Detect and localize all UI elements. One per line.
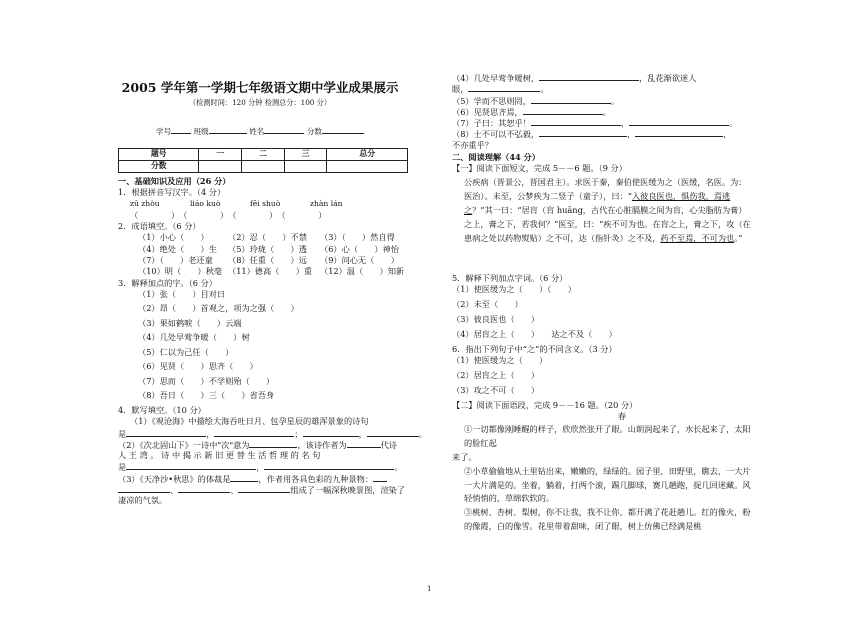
blank[interactable] xyxy=(230,473,258,482)
fenshu-label: 分数 xyxy=(306,127,322,136)
classical-passage xyxy=(452,175,752,273)
xingming-field[interactable] xyxy=(264,125,304,134)
section1-heading: 一、基础知识及应用（26 分） xyxy=(118,176,231,186)
blank[interactable] xyxy=(347,439,381,448)
blank[interactable] xyxy=(178,484,230,493)
blank[interactable] xyxy=(126,428,206,437)
fill-text: （7）子曰：其恕乎！ xyxy=(452,118,531,129)
blank[interactable] xyxy=(635,128,723,137)
essay-paragraph: 来了。 xyxy=(452,451,477,462)
passage-text: 公疾病（晋景公，晋国君主）。求医于秦，秦伯使医缓为之（医缓，名医。为：医治）。未至，公梦疾为二竖子（童子），曰：“ xyxy=(464,176,747,201)
q5-item[interactable]: （1）使医缓为之（ ）（ ） xyxy=(452,283,576,294)
fill-text: 组成了一幅深秋晚景图，渲染了 xyxy=(290,485,406,496)
idiom-item[interactable]: （12）温（ ）知新 xyxy=(320,266,405,277)
idiom-item[interactable]: （8）任重（ ）远 xyxy=(228,255,307,266)
xuehao-field[interactable] xyxy=(171,125,191,134)
score-table-header-row xyxy=(119,149,408,161)
explain-item[interactable]: （8）吾日（ ）三（ ）省吾身 xyxy=(138,390,275,401)
fill-line: 凄凉的气氛。 xyxy=(118,495,168,506)
blank[interactable] xyxy=(539,72,639,81)
essay-title: 春 xyxy=(617,411,627,422)
fill-line: （7）子曰：其恕乎！ ， 。 xyxy=(452,118,738,129)
passage-underlined: 入彼良医也，惧伤我，焉逃之 xyxy=(464,190,731,215)
blank[interactable] xyxy=(214,428,294,437)
q3-prompt: 3．解释加点的字。（6 分） xyxy=(118,277,217,288)
blank[interactable] xyxy=(303,428,359,437)
score-cell: 题号 xyxy=(119,149,199,161)
fill-text: ，作者用各具色彩的九种景物： xyxy=(258,473,374,484)
idiom-item[interactable]: （10）明（ ）秋毫 xyxy=(138,266,223,277)
fill-line xyxy=(118,439,410,450)
explain-item[interactable]: （7）思而（ ）不学则殆（ ） xyxy=(138,375,275,386)
idiom-row xyxy=(118,255,410,266)
q6-item[interactable]: （3）攻之不可（ ） xyxy=(452,385,540,396)
continued-fill xyxy=(452,72,752,151)
idiom-item[interactable]: （9）问心无（ ） xyxy=(320,255,399,266)
fill-text: （5）学而不思则罔， xyxy=(452,95,531,106)
fill-line: 不亦重乎？ xyxy=(452,139,493,150)
section2 xyxy=(452,152,752,534)
pinyin-row xyxy=(118,199,410,210)
q5-item[interactable]: （4）居肓之上（ ） 达之不及（ ） xyxy=(452,328,617,339)
exam-subtitle: （检测时间：120 分钟 检测总分：100 分） xyxy=(188,98,332,107)
blank[interactable] xyxy=(126,461,256,470)
banji-label: 班级 xyxy=(193,127,209,136)
score-table-row xyxy=(119,161,408,173)
passage-text: ？”其一曰：“居肓（肓 huāng，古代在心脏膈膜之间为肓，心尖脂肪为膏）之上，膏之下，若我何？”医至，曰：“疾不可为也。在肓之上，膏之下，攻（在患病之处以药物熨贴）之不可，达（指针灸）之不及， xyxy=(464,204,751,244)
fill-text: ，该诗作者为 xyxy=(297,439,347,450)
fill-text: 是 xyxy=(118,462,127,473)
fenshu-field[interactable] xyxy=(322,125,364,134)
explain-item[interactable]: （1）张（ ）目对日 xyxy=(138,288,226,299)
idiom-item[interactable]: （7）（ ）老还童 xyxy=(138,255,213,266)
explain-item[interactable]: （6）见贤（ ）思齐（ ） xyxy=(138,361,258,372)
blank[interactable] xyxy=(238,484,290,493)
idiom-item[interactable]: （3）（ ）然自得 xyxy=(320,232,395,243)
pinyin-item: fēi shuò xyxy=(250,198,281,208)
blank[interactable] xyxy=(264,461,394,470)
fill-text: 眼， xyxy=(452,84,469,95)
q4-prompt: 4．默写填空。（10 分） xyxy=(118,404,206,415)
blank[interactable] xyxy=(629,117,729,126)
idiom-row xyxy=(118,244,410,255)
explain-item[interactable]: （3）果如鹤唳（ ）云端 xyxy=(138,317,242,328)
score-cell: 分数 xyxy=(119,161,199,173)
fill-line: （8）士不可以不弘毅， ， ， xyxy=(452,129,732,140)
explain-item[interactable]: （4）几处早莺争暖（ ）树 xyxy=(138,332,250,343)
part1-prompt: 【一】阅读下面短文，完成 5－－6 题。（9 分） xyxy=(452,163,627,174)
score-cell: 一 xyxy=(199,149,242,161)
explain-item[interactable]: （2）昂（ ）首观之，项为之强（ ） xyxy=(138,303,299,314)
blank[interactable] xyxy=(249,439,297,448)
idiom-item[interactable]: （1）小心（ ） xyxy=(138,232,209,243)
q6-prompt: 6．指出下列句子中“之”的不同含义。（3 分） xyxy=(452,343,617,354)
fill-line: 是 ， 。 xyxy=(118,462,403,473)
blank[interactable] xyxy=(373,473,387,482)
section2-heading: 二、阅读理解（44 分） xyxy=(452,152,540,162)
fill-line: 人 王 湾 。 诗 中 揭 示 新 旧 更 替 生 活 哲 理 的 名 句 xyxy=(118,450,321,461)
fill-text: 代诗 xyxy=(380,439,397,450)
pinyin-item: zū zhòu xyxy=(130,198,160,208)
score-table xyxy=(118,148,408,173)
blank[interactable] xyxy=(539,128,627,137)
fill-text: （3）《天净沙•秋思》的体裁是 xyxy=(118,473,231,484)
fill-text: （2）《次北固山下》一诗中"次"意为 xyxy=(118,439,250,450)
explain-item[interactable]: （5）仁以为己任（ ） xyxy=(138,346,234,357)
passage-underlined: 药不至焉，不可为也 xyxy=(660,233,735,244)
page-title: 2005 学年第一学期七年级语文期中学业成果展示 xyxy=(121,80,399,95)
fill-text: （4）几处早莺争暖树， xyxy=(452,73,540,83)
idiom-item[interactable]: （6）心（ ）神怡 xyxy=(320,243,399,254)
blank[interactable] xyxy=(523,106,603,115)
part2-prompt: 【二】阅读下面语段，完成 9－－16 题。（20 分） xyxy=(452,400,638,411)
q6-item[interactable]: （2）居肓之上（ ） xyxy=(452,370,540,381)
pinyin-item: zhàn lán xyxy=(310,198,343,208)
fill-text: （8）士不可以不弘毅， xyxy=(452,129,540,140)
idiom-item[interactable]: （11）德高（ ）重 xyxy=(228,266,313,277)
score-cell: 总分 xyxy=(327,149,408,161)
fill-text: ，乱花渐欲迷人 xyxy=(639,73,697,83)
banji-field[interactable] xyxy=(209,125,247,134)
score-cell: 三 xyxy=(284,149,327,161)
idiom-item[interactable]: （2）忍（ ）不禁 xyxy=(228,232,307,243)
section1 xyxy=(118,176,428,507)
blank[interactable] xyxy=(468,83,540,92)
q5-item[interactable]: （3）彼良医也（ ） xyxy=(452,313,540,324)
idiom-item[interactable]: （5）玲珑（ ）透 xyxy=(228,243,307,254)
page-number: 1 xyxy=(427,585,432,593)
pinyin-answer-row[interactable]: （ ） （ ） （ ） （ ） xyxy=(130,209,327,220)
essay-paragraph: ③桃树、杏树、梨树，你不让我，我不让你，都开满了花赶趟儿。红的像火，粉的像霞，白的像雪。花里带着甜味，闭了眼，树上仿佛已经满是桃 xyxy=(464,507,751,532)
fill-line xyxy=(118,473,410,484)
blank[interactable] xyxy=(367,428,419,437)
idiom-row xyxy=(118,232,410,243)
blank[interactable] xyxy=(118,484,170,493)
q2-prompt: 2．成语填空。（6 分） xyxy=(118,221,201,232)
passage-text: 。” xyxy=(734,233,743,244)
fill-line xyxy=(452,72,752,83)
score-input-cell[interactable] xyxy=(242,161,285,173)
xuehao-label: 学号 xyxy=(155,127,172,136)
fill-line: 、 、 组成了一幅深秋晚景图，渲染了 xyxy=(118,484,410,495)
idiom-row xyxy=(118,266,410,277)
q5-prompt: 5．解释下列加点字词。（6 分） xyxy=(452,272,568,283)
pinyin-item: liáo kuò xyxy=(190,198,221,208)
q5-item[interactable]: （2）未至（ ） xyxy=(452,298,523,309)
fill-line: （5）学而不思则罔， 。 xyxy=(452,95,620,106)
fill-text: （6）见贤思齐焉， xyxy=(452,106,523,117)
score-input-cell[interactable] xyxy=(327,161,408,173)
essay-paragraph: ②小草偷偷地从土里钻出来，嫩嫩的，绿绿的。园子里，田野里，瞧去，一大片一大片满是的。坐着，躺着，打两个滚，踢几脚球，赛几趟跑，捉几回迷藏。风轻悄悄的，草绵软软的。 xyxy=(464,465,751,504)
essay-paragraph: ①一切都像刚睡醒的样子，欣欣然张开了眼。山朗润起来了，水长起来了，太阳的脸红起 xyxy=(464,423,751,448)
fill-line: （1）《观沧海》中描绘大海吞吐日月、包孕星辰的雄浑景象的诗句 xyxy=(130,416,369,427)
fill-line: （6）见贤思齐焉， 。 xyxy=(452,106,611,117)
fill-line: 是 ， ； ， 。 xyxy=(118,428,428,439)
fill-line: 眼， 。 xyxy=(452,84,549,95)
idiom-item[interactable]: （4）绝处（ ）生 xyxy=(138,243,217,254)
score-input-cell[interactable] xyxy=(284,161,327,173)
blank[interactable] xyxy=(531,95,611,104)
q6-item[interactable]: （1）使医缓为之（ ） xyxy=(452,355,548,366)
xingming-label: 姓名 xyxy=(249,127,265,136)
blank[interactable] xyxy=(531,117,621,126)
student-info-line xyxy=(110,125,410,137)
score-cell: 二 xyxy=(242,149,285,161)
score-input-cell[interactable] xyxy=(199,161,242,173)
fill-text: 是 xyxy=(118,428,127,439)
q1-prompt: 1．根据拼音写汉字。（4 分） xyxy=(118,187,226,198)
